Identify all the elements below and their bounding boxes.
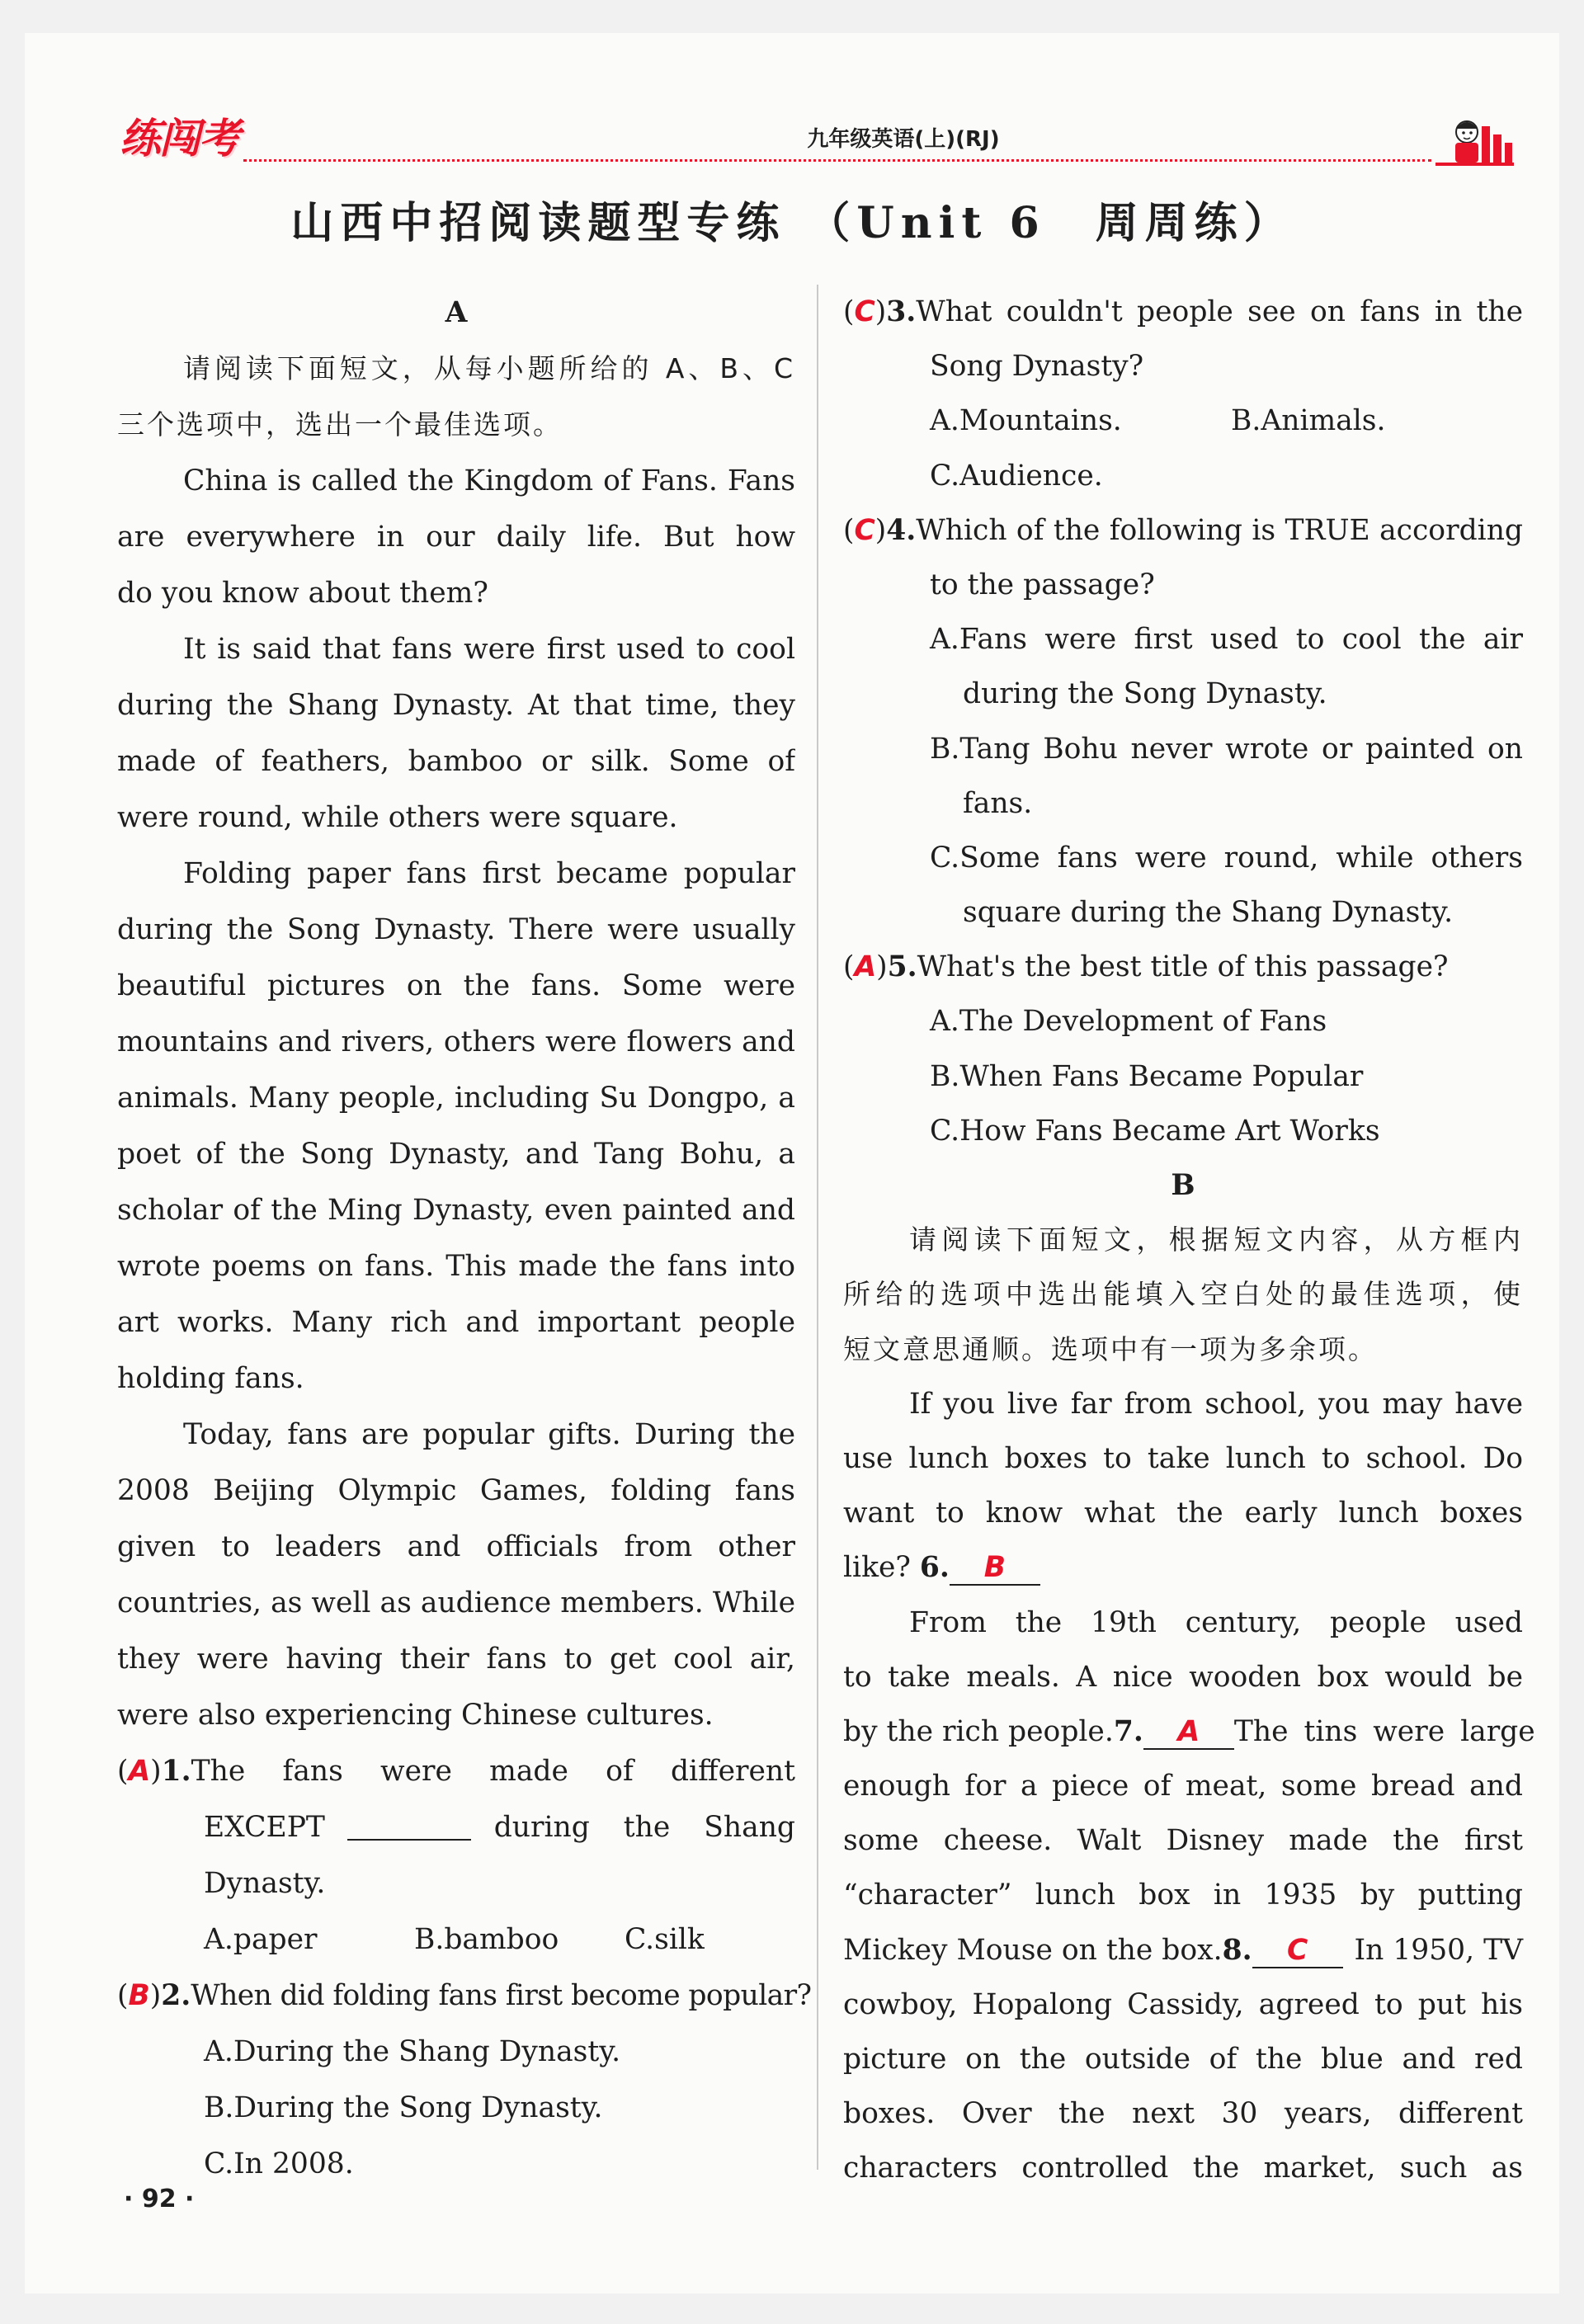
question-5: (A)5.What's the best title of this passage? [843, 950, 1449, 984]
option: C.In 2008. [204, 2147, 354, 2180]
section-b-instruction: 请阅读下面短文，根据短文内容，从方框内 [909, 1223, 1523, 1256]
answer-mark: C [854, 295, 875, 328]
option-continued: during the Song Dynasty. [963, 677, 1327, 711]
passage-line: “character” lunch box in 1935 by putting [843, 1879, 1523, 1912]
passage-line: they were having their fans to get cool air, [117, 1643, 795, 1676]
blank-number: 6. [919, 1551, 950, 1585]
question-stem: What's the best title of this passage? [917, 950, 1449, 984]
answer-blank [1143, 1715, 1234, 1750]
question-stem: to the passage? [930, 568, 1155, 601]
question-number: 5. [887, 950, 917, 984]
passage-line: characters controlled the market, such as [843, 2152, 1523, 2185]
answer-mark: B [983, 1551, 1006, 1585]
passage-line: 2008 Beijing Olympic Games, folding fans [117, 1474, 795, 1507]
question-1-stem [117, 1799, 795, 1855]
passage-line: mountains and rivers, others were flowers and [117, 1025, 795, 1058]
fill-blank [347, 1814, 471, 1841]
passage-line-with-blank [843, 1704, 1535, 1759]
left-column [117, 285, 812, 2192]
section-b-instruction: 所给的选项中选出能填入空白处的最佳选项，使 [843, 1278, 1523, 1311]
question-stem: Dynasty. [204, 1867, 326, 1900]
passage-text: Mickey Mouse on the box. [843, 1933, 1223, 1967]
answer-blank [950, 1551, 1040, 1586]
question-stem: EXCEPT [204, 1811, 325, 1844]
question-2: (B)2.When did folding fans first become popular? [117, 1979, 812, 2012]
passage-text: like? [843, 1551, 911, 1585]
option-continued: square during the Shang Dynasty. [963, 896, 1454, 930]
grade-label: 九年级英语(上)(RJ) [807, 127, 1000, 152]
passage-line: made of feathers, bamboo or silk. Some of [117, 745, 795, 778]
passage-line: do you know about them? [117, 577, 488, 610]
option: C.Audience. [930, 459, 1103, 493]
blank-number: 7. [1113, 1714, 1143, 1748]
section-b-heading: B [1171, 1169, 1195, 1202]
brand-logo: 练闯考 [120, 115, 238, 163]
question-number: 4. [886, 513, 917, 547]
passage-line: during the Shang Dynasty. At that time, they [117, 689, 795, 722]
passage-line: Folding paper fans first became popular [183, 857, 795, 890]
question-stem: What couldn't people see on fans in the [916, 295, 1523, 328]
question-4: (C)4.Which of the following is TRUE according [843, 513, 1523, 547]
passage-line-with-blank [843, 1540, 1523, 1595]
answer-mark: C [1286, 1933, 1308, 1967]
passage-text: In 1950, TV [1354, 1933, 1523, 1967]
page-header [120, 114, 1514, 172]
passage-line: If you live far from school, you may have [909, 1387, 1523, 1421]
option: C.silk [625, 1923, 705, 1956]
passage-line: poet of the Song Dynasty, and Tang Bohu, a [117, 1138, 795, 1171]
passage-line: wrote poems on fans. This made the fans into [117, 1250, 795, 1283]
question-3: (C)3.What couldn't people see on fans in the [843, 295, 1523, 328]
page-number: · 92 · [124, 2185, 195, 2213]
option: A.Mountains. [930, 404, 1122, 438]
answer-mark: A [854, 950, 877, 984]
passage-line: animals. Many people, including Su Dongpo, a [117, 1082, 795, 1115]
option: B.Animals. [1231, 404, 1386, 438]
passage-line: cowboy, Hopalong Cassidy, agreed to put his [843, 1987, 1523, 2021]
question-stem: during the Shang [493, 1811, 795, 1844]
question-number: 2. [161, 1979, 191, 2012]
answer-blank [1252, 1934, 1343, 1968]
section-b-instruction: 短文意思通顺。选项中有一项为多余项。 [843, 1332, 1378, 1365]
option: C.How Fans Became Art Works [930, 1114, 1380, 1148]
question-stem: Song Dynasty? [930, 350, 1144, 384]
option: A.During the Shang Dynasty. [204, 2035, 621, 2068]
option: A.Fans were first used to cool the air [930, 623, 1523, 657]
answer-mark: C [854, 513, 875, 547]
passage-line: use lunch boxes to take lunch to school. Do [843, 1441, 1523, 1475]
question-1: (A)1.The fans were made of different [117, 1743, 795, 1799]
page-title: 山西中招阅读题型专练 （Unit 6 周周练） [290, 198, 1294, 248]
answer-mark: A [1177, 1714, 1200, 1748]
passage-line: during the Song Dynasty. There were usually [117, 913, 795, 946]
passage-line: picture on the outside of the blue and red [843, 2043, 1523, 2076]
passage-line: some cheese. Walt Disney made the first [843, 1824, 1523, 1858]
passage-line: enough for a piece of meat, some bread and [843, 1770, 1523, 1803]
answer-mark: B [128, 1979, 150, 2012]
passage-text: by the rich people. [843, 1714, 1114, 1748]
option: A.The Development of Fans [930, 1005, 1327, 1039]
passage-line: beautiful pictures on the fans. Some were [117, 969, 795, 1002]
passage-text: The tins were large [1233, 1714, 1535, 1748]
passage-line: boxes. Over the next 30 years, different [843, 2097, 1523, 2131]
passage-line: scholar of the Ming Dynasty, even painted and [117, 1194, 795, 1227]
answer-mark: A [128, 1755, 151, 1788]
option: C.Some fans were round, while others [930, 841, 1523, 874]
question-number: 3. [886, 295, 917, 328]
header-divider [243, 159, 1431, 162]
option: B.When Fans Became Popular [930, 1059, 1364, 1093]
passage-line: are everywhere in our daily life. But how [117, 521, 795, 554]
section-a-instruction: 请阅读下面短文，从每小题所给的 A、B、C [183, 352, 795, 384]
option-continued: fans. [963, 786, 1033, 820]
passage-line: to take meals. A nice wooden box would be [843, 1660, 1523, 1694]
right-column [843, 285, 1535, 2196]
passage-line-with-blank [843, 1923, 1523, 1978]
question-stem: Which of the following is TRUE according [916, 513, 1523, 547]
option: A.paper [204, 1923, 318, 1956]
passage-line: were round, while others were square. [117, 801, 678, 834]
option-row [117, 1912, 795, 1968]
passage-line: want to know what the early lunch boxes [843, 1497, 1523, 1530]
passage-line: It is said that fans were first used to cool [183, 633, 795, 666]
passage-line: From the 19th century, people used [909, 1605, 1523, 1639]
question-number: 1. [161, 1755, 191, 1788]
passage-line: China is called the Kingdom of Fans. Fans [183, 464, 795, 497]
question-stem: When did folding fans first become popular? [191, 1979, 812, 2012]
mascot-icon [1436, 114, 1514, 167]
passage-line: were also experiencing Chinese cultures. [117, 1699, 714, 1732]
section-a-heading: A [445, 296, 468, 329]
option: B.bamboo [414, 1923, 559, 1956]
option-row [843, 394, 1523, 448]
passage-line: Today, fans are popular gifts. During the [183, 1418, 795, 1451]
passage-line: holding fans. [117, 1362, 304, 1395]
column-divider [817, 285, 818, 2170]
option: B.Tang Bohu never wrote or painted on [930, 732, 1523, 766]
passage-line: given to leaders and officials from other [117, 1530, 795, 1563]
option: B.During the Song Dynasty. [204, 2091, 603, 2124]
section-a-instruction: 三个选项中，选出一个最佳选项。 [117, 408, 563, 441]
blank-number: 8. [1222, 1933, 1252, 1967]
question-stem: The fans were made of different [191, 1755, 795, 1788]
passage-line: art works. Many rich and important people [117, 1306, 795, 1339]
passage-line: countries, as well as audience members. While [117, 1586, 795, 1619]
